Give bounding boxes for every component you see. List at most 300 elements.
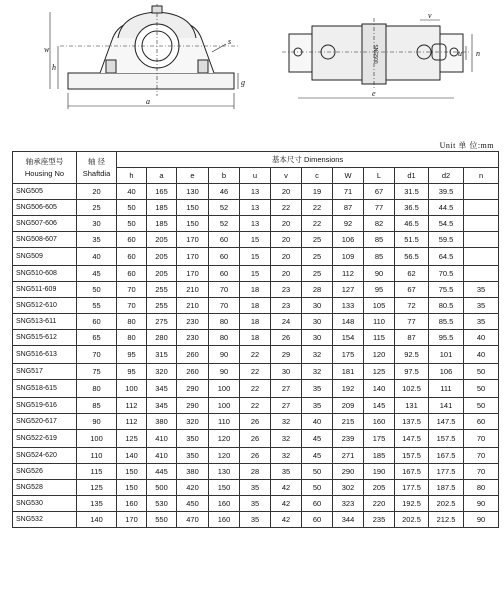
housing-model-cell: SNG511-609	[13, 282, 77, 298]
dimension-cell-W: 148	[333, 314, 364, 330]
dimension-cell-v: 22	[271, 200, 302, 216]
dimension-cell-v: 32	[271, 448, 302, 464]
dimension-cell-a: 410	[147, 430, 177, 448]
dimension-cell-h: 95	[117, 364, 147, 380]
dimension-cell-v: 30	[271, 364, 302, 380]
dimension-cell-u: 22	[240, 364, 271, 380]
dimension-cell-u: 13	[240, 200, 271, 216]
dimension-cell-L: 120	[364, 346, 395, 364]
cap-marking: SNG500	[372, 44, 378, 64]
dimension-cell-u: 18	[240, 298, 271, 314]
dimension-cell-e: 210	[177, 282, 209, 298]
dimension-cell-d2: 111	[429, 380, 464, 398]
column-header-d1: d1	[395, 168, 429, 184]
housing-model-cell: SNG513-611	[13, 314, 77, 330]
dimension-cell-b: 70	[209, 282, 240, 298]
dimension-cell-b: 46	[209, 184, 240, 200]
model-header-cn: 轴承座型号	[25, 157, 64, 166]
dimension-cell-v: 27	[271, 398, 302, 414]
dimension-cell-c: 32	[302, 364, 333, 380]
dimension-cell-b: 150	[209, 480, 240, 496]
dimension-cell-W: 215	[333, 414, 364, 430]
dim-label-w: w	[44, 45, 50, 54]
shaft-diameter-cell: 75	[77, 364, 117, 380]
dimension-cell-h: 112	[117, 398, 147, 414]
housing-model-cell: SNG526	[13, 464, 77, 480]
dimension-cell-u: 26	[240, 448, 271, 464]
dimension-cell-v: 42	[271, 496, 302, 512]
shaft-header-en: Shaftdia	[82, 168, 111, 178]
dim-label-n: n	[476, 49, 480, 58]
shaft-diameter-cell: 20	[77, 184, 117, 200]
dimension-cell-a: 275	[147, 314, 177, 330]
table-row	[13, 512, 499, 528]
dimension-cell-e: 320	[177, 414, 209, 430]
dimension-cell-d2: 54.5	[429, 216, 464, 232]
dimension-cell-a: 445	[147, 464, 177, 480]
dim-label-e: e	[372, 89, 376, 98]
dimension-cell-h: 160	[117, 496, 147, 512]
table-row	[13, 496, 499, 512]
dimension-cell-d2: 187.5	[429, 480, 464, 496]
dimension-cell-e: 420	[177, 480, 209, 496]
column-header-h: h	[117, 168, 147, 184]
dimension-cell-L: 90	[364, 266, 395, 282]
table-row	[13, 380, 499, 398]
dimension-cell-d1: 67	[395, 282, 429, 298]
dimension-cell-b: 60	[209, 232, 240, 248]
shaft-diameter-cell: 80	[77, 380, 117, 398]
dimension-cell-a: 410	[147, 448, 177, 464]
dim-label-s: s	[228, 37, 232, 46]
dimension-cell-b: 100	[209, 380, 240, 398]
housing-model-cell: SNG509	[13, 248, 77, 266]
dimension-cell-c: 45	[302, 448, 333, 464]
dimension-cell-L: 205	[364, 480, 395, 496]
dimension-cell-d1: 51.5	[395, 232, 429, 248]
dimension-cell-d2: 106	[429, 364, 464, 380]
dimension-cell-c: 22	[302, 200, 333, 216]
dimension-cell-c: 40	[302, 414, 333, 430]
dimension-cell-h: 80	[117, 330, 147, 346]
dimension-cell-d2: 39.5	[429, 184, 464, 200]
dimension-cell-d1: 97.5	[395, 364, 429, 380]
dimension-cell-a: 185	[147, 216, 177, 232]
dimension-cell-u: 35	[240, 496, 271, 512]
dimension-cell-W: 239	[333, 430, 364, 448]
dimension-cell-a: 345	[147, 398, 177, 414]
dimension-cell-e: 230	[177, 314, 209, 330]
housing-model-cell: SNG528	[13, 480, 77, 496]
dimension-cell-e: 260	[177, 346, 209, 364]
dimension-cell-e: 170	[177, 232, 209, 248]
dimension-cell-n: 90	[464, 512, 499, 528]
dimension-cell-a: 185	[147, 200, 177, 216]
dimension-cell-n	[464, 266, 499, 282]
dimension-cell-v: 23	[271, 298, 302, 314]
shaft-diameter-cell: 90	[77, 414, 117, 430]
dimension-cell-u: 26	[240, 414, 271, 430]
dimension-cell-e: 170	[177, 266, 209, 282]
dimension-cell-v: 29	[271, 346, 302, 364]
housing-model-cell: SNG519-616	[13, 398, 77, 414]
dimension-cell-L: 95	[364, 282, 395, 298]
dimension-cell-u: 15	[240, 232, 271, 248]
dimension-cell-d2: 101	[429, 346, 464, 364]
dimension-cell-n: 40	[464, 346, 499, 364]
dimension-cell-e: 380	[177, 464, 209, 480]
dimension-cell-W: 290	[333, 464, 364, 480]
dimension-cell-n: 70	[464, 430, 499, 448]
dimension-cell-e: 470	[177, 512, 209, 528]
dimension-cell-h: 60	[117, 232, 147, 248]
dimension-cell-n: 50	[464, 380, 499, 398]
housing-model-cell: SNG517	[13, 364, 77, 380]
dimension-cell-n	[464, 232, 499, 248]
dimension-cell-n: 70	[464, 448, 499, 464]
dimensions-table	[12, 151, 499, 528]
column-header-b: b	[209, 168, 240, 184]
housing-model-cell: SNG515-612	[13, 330, 77, 346]
column-header-a: a	[147, 168, 177, 184]
table-row	[13, 200, 499, 216]
column-header-c: c	[302, 168, 333, 184]
dimension-cell-n: 60	[464, 414, 499, 430]
dimension-cell-e: 290	[177, 380, 209, 398]
dimension-cell-b: 60	[209, 266, 240, 282]
dimension-cell-v: 20	[271, 184, 302, 200]
column-header-n: n	[464, 168, 499, 184]
dimension-cell-W: 154	[333, 330, 364, 346]
dimension-cell-u: 28	[240, 464, 271, 480]
dimension-cell-d1: 72	[395, 298, 429, 314]
dimension-cell-u: 22	[240, 380, 271, 398]
table-row	[13, 330, 499, 346]
housing-model-cell: SNG516-613	[13, 346, 77, 364]
dimension-cell-b: 70	[209, 298, 240, 314]
dimension-cell-h: 170	[117, 512, 147, 528]
dimension-cell-a: 205	[147, 266, 177, 282]
housing-model-cell: SNG510-608	[13, 266, 77, 282]
shaft-diameter-cell: 135	[77, 496, 117, 512]
dimension-cell-b: 90	[209, 346, 240, 364]
dimension-cell-d2: 59.5	[429, 232, 464, 248]
dimension-cell-L: 77	[364, 200, 395, 216]
dimension-cell-d1: 31.5	[395, 184, 429, 200]
table-row	[13, 248, 499, 266]
dimension-cell-b: 52	[209, 200, 240, 216]
shaft-diameter-cell: 50	[77, 282, 117, 298]
dimension-cell-a: 345	[147, 380, 177, 398]
dim-label-v: v	[428, 11, 432, 20]
dimension-cell-L: 115	[364, 330, 395, 346]
dimension-cell-c: 28	[302, 282, 333, 298]
dimension-cell-d1: 192.5	[395, 496, 429, 512]
dimension-cell-v: 24	[271, 314, 302, 330]
dimension-cell-e: 150	[177, 200, 209, 216]
dim-label-g: g	[241, 78, 245, 87]
dimension-cell-W: 344	[333, 512, 364, 528]
dimension-cell-h: 50	[117, 216, 147, 232]
dimension-cell-d2: 141	[429, 398, 464, 414]
column-header-d2: d2	[429, 168, 464, 184]
dimension-cell-a: 205	[147, 248, 177, 266]
dimension-cell-n: 35	[464, 282, 499, 298]
dimension-cell-L: 85	[364, 248, 395, 266]
table-row	[13, 282, 499, 298]
dimension-cell-L: 145	[364, 398, 395, 414]
dimensions-group-header: 基本尺寸 Dimensions	[117, 152, 499, 168]
dimension-cell-u: 22	[240, 398, 271, 414]
dimension-cell-e: 150	[177, 216, 209, 232]
dimension-cell-e: 170	[177, 248, 209, 266]
table-row	[13, 216, 499, 232]
dimension-cell-h: 40	[117, 184, 147, 200]
dimension-cell-v: 27	[271, 380, 302, 398]
dimension-cell-L: 85	[364, 232, 395, 248]
dimension-cell-u: 35	[240, 512, 271, 528]
dimension-cell-a: 165	[147, 184, 177, 200]
dimension-cell-d2: 85.5	[429, 314, 464, 330]
dimension-cell-v: 26	[271, 330, 302, 346]
dimension-cell-W: 92	[333, 216, 364, 232]
dimension-cell-d1: 62	[395, 266, 429, 282]
shaft-diameter-cell: 60	[77, 314, 117, 330]
dimension-cell-c: 35	[302, 380, 333, 398]
table-row	[13, 414, 499, 430]
dim-label-a: a	[146, 97, 150, 106]
table-row	[13, 364, 499, 380]
dimension-cell-c: 30	[302, 314, 333, 330]
dimension-cell-n	[464, 248, 499, 266]
dimension-cell-d2: 95.5	[429, 330, 464, 346]
table-row	[13, 298, 499, 314]
dimension-cell-c: 35	[302, 398, 333, 414]
dimension-cell-n: 50	[464, 398, 499, 414]
housing-model-cell: SNG530	[13, 496, 77, 512]
dimension-cell-v: 20	[271, 232, 302, 248]
dimension-cell-h: 140	[117, 448, 147, 464]
model-header-en: Housing No	[24, 168, 65, 178]
dimension-cell-v: 20	[271, 266, 302, 282]
dim-label-h: h	[52, 63, 56, 72]
shaft-diameter-cell: 125	[77, 480, 117, 496]
dimension-cell-v: 42	[271, 480, 302, 496]
dimension-cell-u: 18	[240, 314, 271, 330]
dimension-cell-d1: 87	[395, 330, 429, 346]
shaft-header-cn: 轴 径	[87, 157, 106, 166]
dimension-cell-b: 80	[209, 314, 240, 330]
dimension-cell-d1: 77	[395, 314, 429, 330]
dimension-cell-n: 80	[464, 480, 499, 496]
dimension-cell-d2: 177.5	[429, 464, 464, 480]
dimension-cell-b: 160	[209, 496, 240, 512]
dimension-cell-b: 120	[209, 430, 240, 448]
dimension-cell-d2: 75.5	[429, 282, 464, 298]
model-header	[13, 152, 77, 184]
dimension-cell-d1: 177.5	[395, 480, 429, 496]
dimension-cell-c: 50	[302, 480, 333, 496]
dimension-cell-W: 192	[333, 380, 364, 398]
housing-model-cell: SNG508-607	[13, 232, 77, 248]
housing-model-cell: SNG532	[13, 512, 77, 528]
dimension-cell-L: 67	[364, 184, 395, 200]
dimension-cell-b: 60	[209, 248, 240, 266]
dimension-cell-d2: 167.5	[429, 448, 464, 464]
dimension-cell-d1: 102.5	[395, 380, 429, 398]
dimension-cell-W: 133	[333, 298, 364, 314]
dimension-cell-c: 30	[302, 298, 333, 314]
shaft-diameter-cell: 55	[77, 298, 117, 314]
housing-model-cell: SNG505	[13, 184, 77, 200]
dimension-cell-h: 112	[117, 414, 147, 430]
dimension-cell-c: 22	[302, 216, 333, 232]
table-row	[13, 184, 499, 200]
dimension-cell-h: 50	[117, 200, 147, 216]
dimension-cell-d2: 64.5	[429, 248, 464, 266]
dimension-cell-n: 70	[464, 464, 499, 480]
table-row	[13, 232, 499, 248]
dimension-cell-v: 23	[271, 282, 302, 298]
dimension-cell-c: 25	[302, 266, 333, 282]
dimension-cell-W: 271	[333, 448, 364, 464]
dimension-cell-e: 450	[177, 496, 209, 512]
shaft-diameter-cell: 100	[77, 430, 117, 448]
dimension-cell-v: 20	[271, 248, 302, 266]
dimension-cell-c: 25	[302, 248, 333, 266]
column-header-u: u	[240, 168, 271, 184]
dimension-cell-L: 105	[364, 298, 395, 314]
dimension-cell-W: 175	[333, 346, 364, 364]
dimension-cell-L: 190	[364, 464, 395, 480]
dimension-cell-W: 71	[333, 184, 364, 200]
front-view-drawing	[50, 4, 240, 109]
housing-model-cell: SNG522-619	[13, 430, 77, 448]
dimension-cell-b: 80	[209, 330, 240, 346]
column-header-W: W	[333, 168, 364, 184]
dimension-cell-u: 13	[240, 184, 271, 200]
dimension-cell-n	[464, 216, 499, 232]
shaft-diameter-cell: 30	[77, 216, 117, 232]
housing-model-cell: SNG507-606	[13, 216, 77, 232]
dimension-cell-L: 235	[364, 512, 395, 528]
dimension-cell-a: 205	[147, 232, 177, 248]
dimension-cell-a: 280	[147, 330, 177, 346]
dimension-cell-n: 35	[464, 314, 499, 330]
dimension-cell-b: 52	[209, 216, 240, 232]
dimension-cell-a: 255	[147, 282, 177, 298]
dimension-cell-d1: 36.5	[395, 200, 429, 216]
dimension-cell-v: 35	[271, 464, 302, 480]
dimension-cell-u: 18	[240, 330, 271, 346]
dimension-cell-d2: 212.5	[429, 512, 464, 528]
dimension-cell-L: 160	[364, 414, 395, 430]
dimension-cell-L: 140	[364, 380, 395, 398]
dimension-cell-v: 42	[271, 512, 302, 528]
housing-model-cell: SNG518-615	[13, 380, 77, 398]
dimension-cell-b: 100	[209, 398, 240, 414]
dimension-cell-d1: 92.5	[395, 346, 429, 364]
shaft-diameter-cell: 35	[77, 232, 117, 248]
table-row	[13, 398, 499, 414]
dimension-cell-n	[464, 184, 499, 200]
shaft-diameter-cell: 70	[77, 346, 117, 364]
dimension-cell-e: 130	[177, 184, 209, 200]
technical-drawings	[0, 0, 504, 125]
dimension-cell-c: 30	[302, 330, 333, 346]
dimension-cell-d1: 131	[395, 398, 429, 414]
column-header-L: L	[364, 168, 395, 184]
dimension-cell-n: 50	[464, 364, 499, 380]
dimension-cell-W: 209	[333, 398, 364, 414]
table-row	[13, 480, 499, 496]
dimension-cell-n: 40	[464, 330, 499, 346]
dimension-cell-c: 45	[302, 430, 333, 448]
dimension-cell-d1: 147.5	[395, 430, 429, 448]
dimension-cell-b: 90	[209, 364, 240, 380]
shaft-diameter-cell: 85	[77, 398, 117, 414]
table-row	[13, 448, 499, 464]
dimension-cell-b: 110	[209, 414, 240, 430]
dimension-cell-u: 15	[240, 266, 271, 282]
dimension-cell-e: 260	[177, 364, 209, 380]
housing-model-cell: SNG520-617	[13, 414, 77, 430]
shaft-diameter-cell: 45	[77, 266, 117, 282]
dimension-cell-d1: 167.5	[395, 464, 429, 480]
dimension-cell-W: 109	[333, 248, 364, 266]
dimension-cell-d2: 157.5	[429, 430, 464, 448]
dimension-cell-a: 550	[147, 512, 177, 528]
dimension-cell-W: 87	[333, 200, 364, 216]
dimension-cell-h: 150	[117, 480, 147, 496]
dimension-cell-v: 32	[271, 414, 302, 430]
shaft-diameter-cell: 65	[77, 330, 117, 346]
dimension-cell-L: 110	[364, 314, 395, 330]
dimension-cell-b: 120	[209, 448, 240, 464]
dimension-cell-L: 185	[364, 448, 395, 464]
dimension-cell-a: 500	[147, 480, 177, 496]
dimension-cell-u: 15	[240, 248, 271, 266]
dimension-cell-e: 210	[177, 298, 209, 314]
dimension-cell-d1: 137.5	[395, 414, 429, 430]
dimension-cell-c: 50	[302, 464, 333, 480]
dimension-cell-h: 60	[117, 266, 147, 282]
dimension-cell-L: 125	[364, 364, 395, 380]
table-row	[13, 346, 499, 364]
dimension-cell-a: 255	[147, 298, 177, 314]
dimension-cell-a: 315	[147, 346, 177, 364]
dim-label-u: u	[458, 49, 462, 58]
dimension-cell-e: 350	[177, 448, 209, 464]
shaft-diameter-cell: 40	[77, 248, 117, 266]
dimension-cell-v: 32	[271, 430, 302, 448]
dimension-cell-h: 70	[117, 282, 147, 298]
dimension-cell-h: 80	[117, 314, 147, 330]
housing-model-cell: SNG524-620	[13, 448, 77, 464]
dimension-cell-d2: 80.5	[429, 298, 464, 314]
dimension-cell-h: 60	[117, 248, 147, 266]
dimension-cell-b: 130	[209, 464, 240, 480]
dimension-cell-c: 19	[302, 184, 333, 200]
shaft-diameter-cell: 140	[77, 512, 117, 528]
dimension-cell-c: 60	[302, 496, 333, 512]
dimension-cell-d2: 202.5	[429, 496, 464, 512]
dimension-cell-a: 530	[147, 496, 177, 512]
dimension-cell-W: 323	[333, 496, 364, 512]
dimension-cell-h: 95	[117, 346, 147, 364]
dimension-cell-n: 35	[464, 298, 499, 314]
dimension-cell-u: 35	[240, 480, 271, 496]
